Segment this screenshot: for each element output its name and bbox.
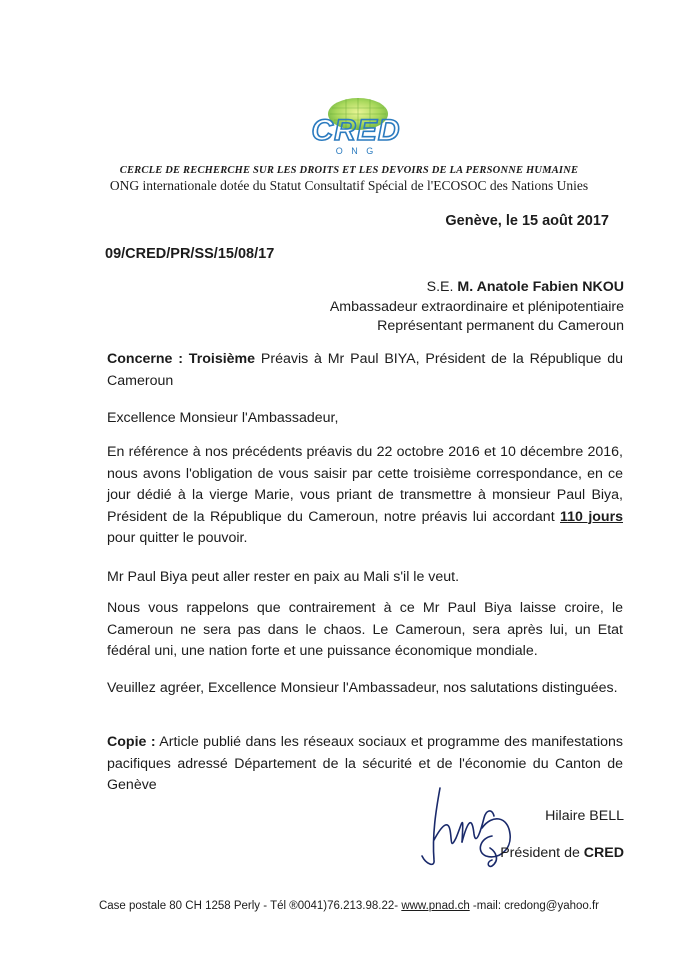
- body-paragraph-2: Mr Paul Biya peut aller rester en paix au Mali s'il le veut.: [107, 569, 460, 585]
- footer-address: Case postale 80 CH 1258 Perly - Tél ®0041)76.213.98.22-: [98, 900, 402, 912]
- footer-website-link[interactable]: www.pnad.ch: [401, 900, 470, 912]
- signatory-organization: CRED: [583, 845, 624, 861]
- body-paragraph-1: [107, 442, 623, 550]
- organization-name: CERCLE DE RECHERCHE SUR LES DROITS ET LES DEVOIRS DE LA PERSONNE HUMAINE: [119, 165, 579, 176]
- paragraph-1-text: En référence à nos précédents préavis du 22 octobre 2016 et 10 décembre 2016, nous avons l'obligation de vous saisir par cette troisième correspondance, en ce jour dédié à la vierge Marie, vous priant de transmettre à monsieur Paul Biya, Président de la République du Cameroun, notre préavis lui accordant: [107, 444, 623, 525]
- signatory-name: Hilaire BELL: [545, 808, 624, 824]
- logo-subtext: O N G: [335, 146, 377, 156]
- copy-note: [107, 732, 623, 797]
- cred-logo-graphic: [286, 96, 426, 158]
- copy-text: Article publié dans les réseaux sociaux et programme des manifestations pacifiques adressé Département de la sécurité et de l'économie du Canton de Genève: [107, 734, 623, 793]
- letter-date: Genève, le 15 août 2017: [445, 213, 609, 229]
- copy-label: Copie :: [107, 734, 156, 750]
- salutation: Excellence Monsieur l'Ambassadeur,: [107, 410, 339, 426]
- logo-text: CRED: [311, 114, 401, 147]
- deadline-days: 110 jours: [560, 508, 623, 525]
- signatory-title-prefix: Président de: [500, 845, 584, 861]
- recipient-role: Représentant permanent du Cameroun: [377, 318, 624, 334]
- signatory-title: [500, 845, 624, 861]
- letter-reference: 09/CRED/PR/SS/15/08/17: [105, 246, 275, 262]
- body-paragraph-3: Nous vous rappelons que contrairement à ce Mr Paul Biya laisse croire, le Cameroun ne sera pas dans le chaos. Le Cameroun, sera après lui, un Etat fédéral uni, une nation forte et une puissance économique mondiale.: [107, 600, 623, 659]
- cred-logo: [286, 96, 426, 158]
- letter-footer: [0, 900, 698, 912]
- recipient-prefix: S.E.: [426, 279, 458, 295]
- recipient-name-line: [427, 279, 624, 295]
- closing-paragraph: Veuillez agréer, Excellence Monsieur l'Ambassadeur, nos salutations distinguées.: [107, 680, 618, 696]
- subject-label: Concerne : Troisième: [107, 351, 256, 367]
- subject-line: [107, 349, 623, 392]
- subject-text: Préavis à Mr Paul BIYA, Président de la République du Cameroun: [107, 351, 623, 389]
- organization-status: ONG internationale dotée du Statut Consultatif Spécial de l'ECOSOC des Nations Unies: [109, 178, 589, 193]
- paragraph-1-end: pour quitter le pouvoir.: [107, 530, 248, 546]
- recipient-title: Ambassadeur extraordinaire et plénipotentiaire: [329, 299, 624, 315]
- footer-email: -mail: credong@yahoo.fr: [469, 900, 600, 912]
- recipient-name: M. Anatole Fabien NKOU: [457, 279, 624, 295]
